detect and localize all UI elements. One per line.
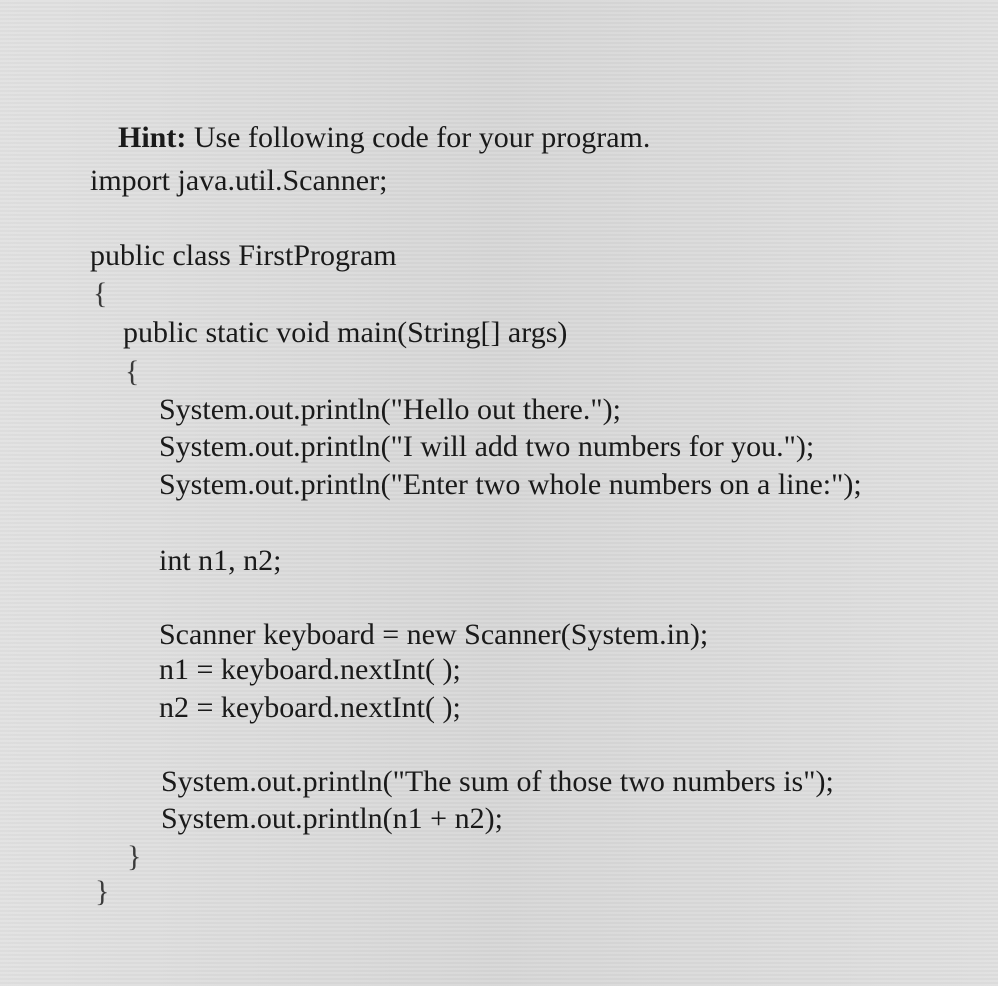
code-print-add: System.out.println("I will add two numbers for you.");: [159, 430, 815, 463]
code-class-declaration: public class FirstProgram: [90, 239, 397, 272]
code-read-n2: n2 = keyboard.nextInt( );: [159, 691, 461, 724]
code-print-hello: System.out.println("Hello out there.");: [159, 393, 621, 426]
code-method-open-brace: {: [125, 355, 140, 388]
code-method-close-brace: }: [127, 840, 142, 873]
code-read-n1: n1 = keyboard.nextInt( );: [159, 653, 461, 686]
code-method-declaration: public static void main(String[] args): [123, 316, 568, 349]
hint-text: Use following code for your program.: [186, 121, 651, 154]
code-import-line: import java.util.Scanner;: [90, 164, 388, 197]
code-class-close-brace: }: [95, 875, 110, 908]
code-scanner-init: Scanner keyboard = new Scanner(System.in);: [159, 618, 709, 651]
code-print-sum-label: System.out.println("The sum of those two numbers is");: [161, 765, 834, 798]
hint-label: Hint:: [118, 121, 187, 154]
code-declare-vars: int n1, n2;: [159, 544, 282, 577]
code-class-open-brace: {: [93, 277, 108, 310]
code-print-enter: System.out.println("Enter two whole numbers on a line:");: [159, 468, 862, 501]
code-print-sum: System.out.println(n1 + n2);: [161, 802, 503, 835]
